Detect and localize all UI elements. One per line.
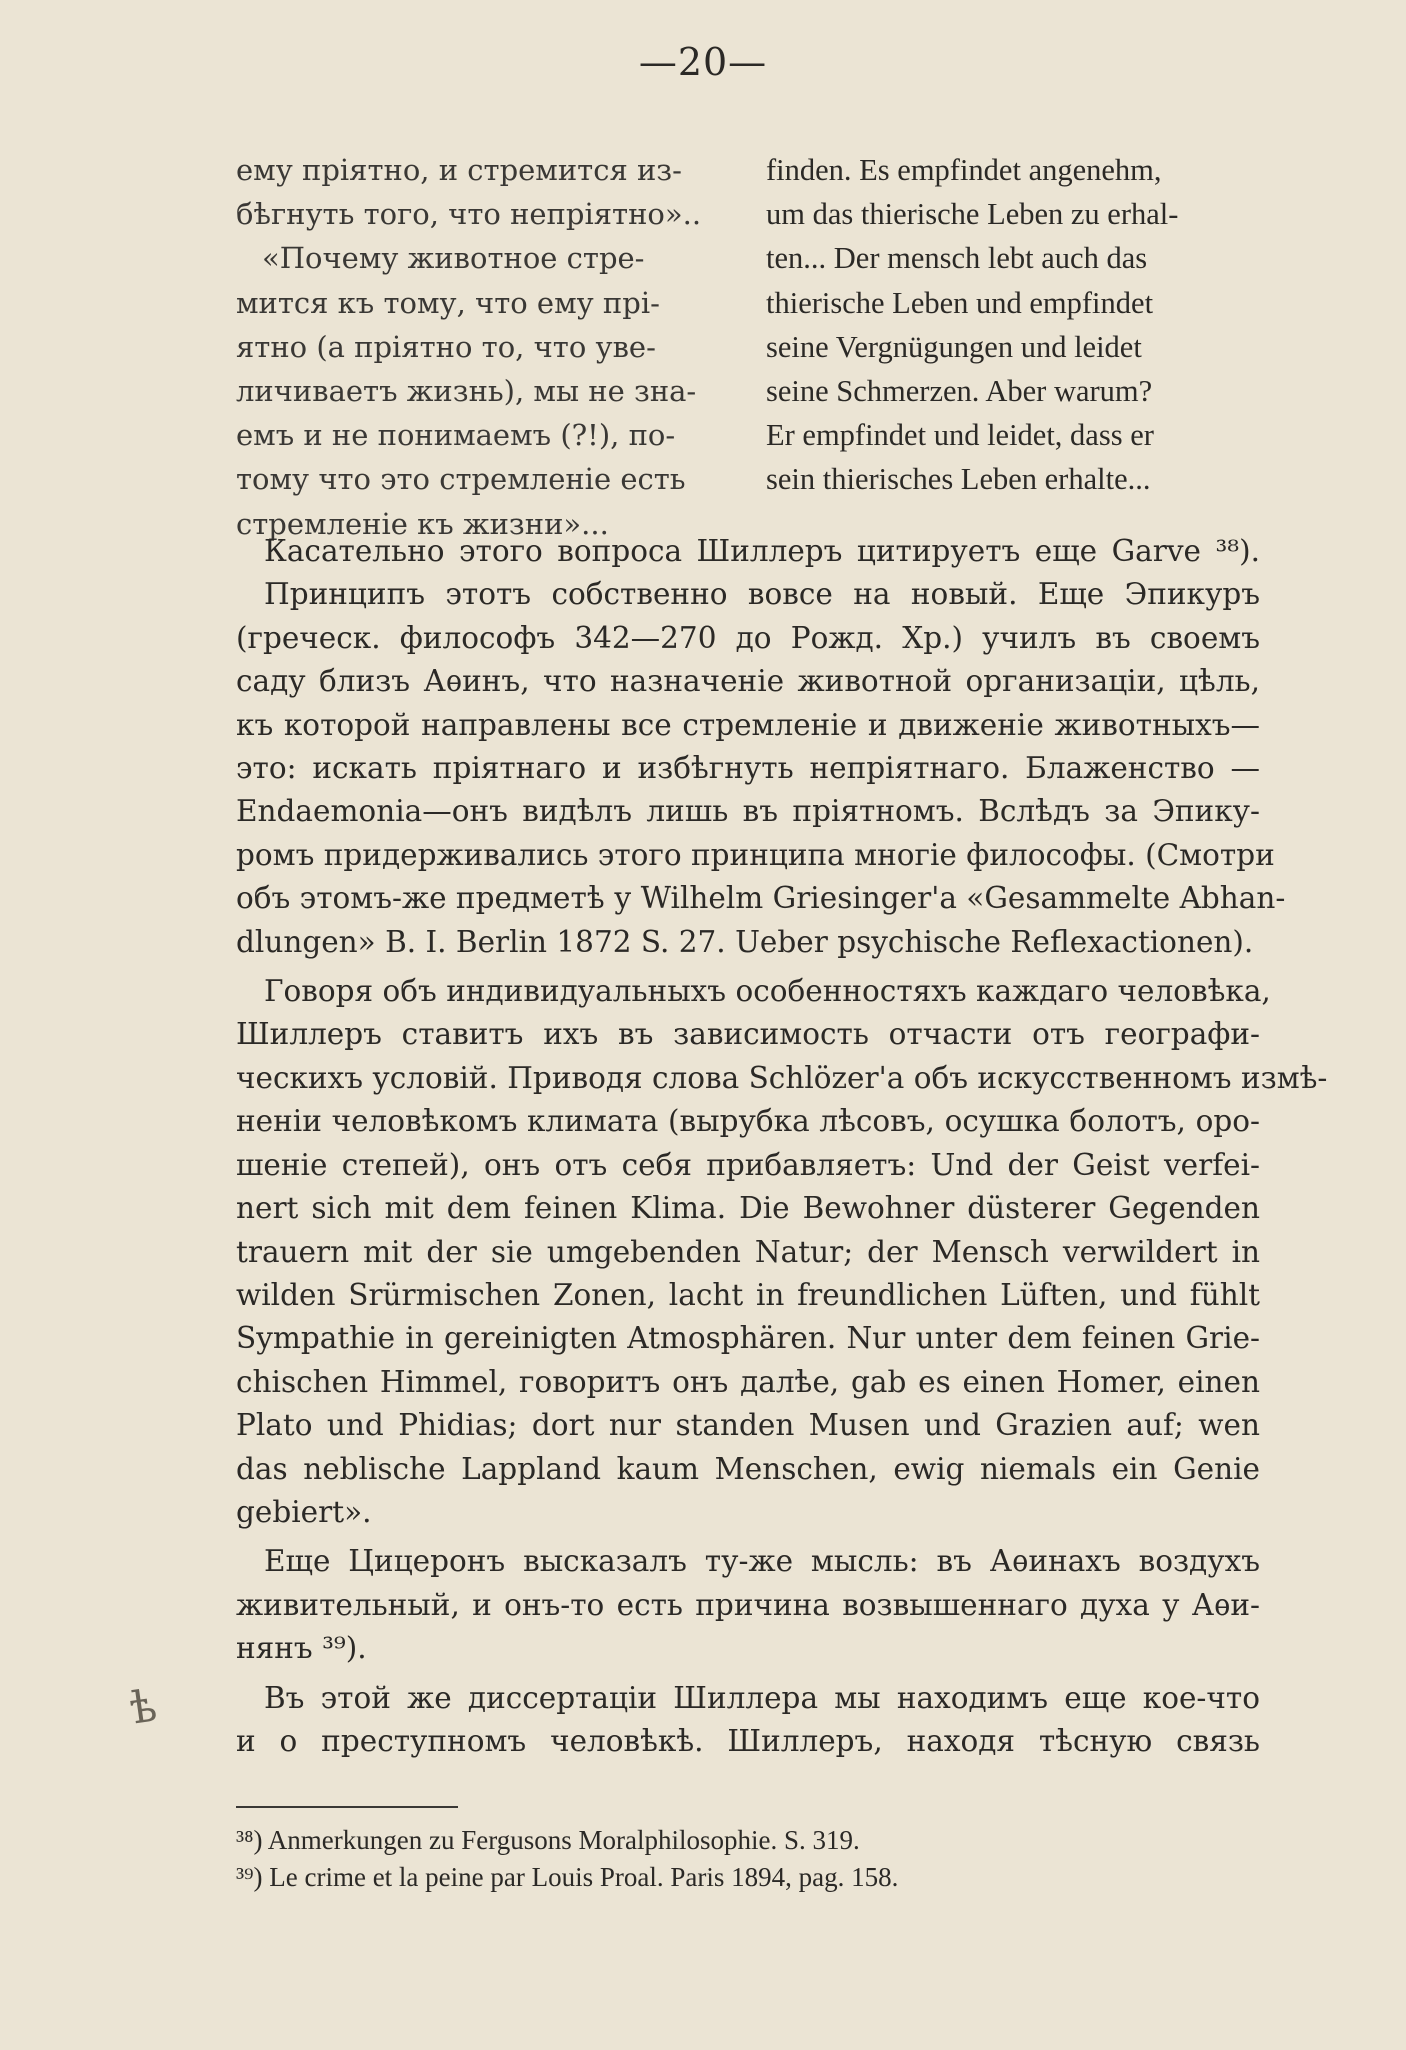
text-line: chischen Himmel, говоритъ онъ далѣе, gab es einen Homer, einen xyxy=(236,1364,1260,1399)
text-line: Шиллеръ ставитъ ихъ въ зависимость отчасти отъ географи- xyxy=(236,1017,1260,1052)
left-column-russian xyxy=(236,148,710,546)
text-line: das neblische Lappland kaum Menschen, ewig niemals ein Genie xyxy=(236,1451,1260,1486)
right-column-line: seine Schmerzen. Aber warum? xyxy=(766,374,1153,409)
right-column-line: seine Vergnügungen und leidet xyxy=(766,329,1142,364)
text-line: это: искать пріятнаго и избѣгнуть непріятнаго. Блаженство — xyxy=(236,751,1260,786)
text-line: Еще Цицеронъ высказалъ ту-же мысль: въ Аѳинахъ воздухъ xyxy=(264,1544,1260,1579)
right-column-line: um das thierische Leben zu erhal- xyxy=(766,197,1179,232)
text-line: и о преступномъ человѣкѣ. Шиллеръ, находя тѣсную связь xyxy=(236,1723,1260,1758)
left-column-line: тому что это стремленіе есть xyxy=(236,462,686,497)
left-column-line: мится къ тому, что ему прі- xyxy=(236,285,660,320)
text-line: живительный, и онъ-то есть причина возвышеннаго духа у Аѳи- xyxy=(236,1587,1260,1622)
footnote: ³⁸) Anmerkungen zu Fergusons Moralphilosophie. S. 319. xyxy=(236,1825,860,1855)
text-line: къ которой направлены все стремленіе и движеніе животныхъ— xyxy=(236,707,1260,742)
text-line: ческихъ условій. Приводя слова Schlözer'а объ искусственномъ измѣ- xyxy=(236,1060,1328,1095)
text-line: gebiert». xyxy=(236,1494,372,1529)
paragraph xyxy=(236,1677,1260,1764)
right-column-line: sein thierisches Leben erhalte... xyxy=(766,462,1151,497)
left-column-line: ятно (а пріятно то, что уве- xyxy=(236,329,656,364)
footnotes xyxy=(236,1822,1236,1896)
text-line: ромъ придерживались этого принципа многіе философы. (Смотри xyxy=(236,837,1275,872)
text-line: dlungen» B. I. Berlin 1872 S. 27. Ueber psychische Reflexactionen). xyxy=(236,924,1254,959)
right-column-line: ten... Der mensch lebt auch das xyxy=(766,241,1148,276)
page-number: —20— xyxy=(638,40,768,84)
left-column-line: бѣгнуть того, что непріятно».. xyxy=(236,197,702,232)
text-line: шеніе степей), онъ отъ себя прибавляетъ: Und der Geist verfei- xyxy=(236,1147,1260,1182)
paragraph xyxy=(236,970,1328,1534)
text-line: (греческ. философъ 342—270 до Рожд. Хр.) училъ въ своемъ xyxy=(236,620,1260,655)
text-line: Въ этой же диссертаціи Шиллера мы находимъ еще кое-что xyxy=(264,1680,1260,1715)
left-column-line: личиваетъ жизнь), мы не зна- xyxy=(236,374,697,409)
text-line: Plato und Phidias; dort nur standen Musen und Grazien auf; wen xyxy=(236,1408,1260,1443)
paragraph xyxy=(236,1540,1260,1670)
left-column-line: стремленіе къ жизни»... xyxy=(236,506,609,541)
text-line: nert sich mit dem feinen Klima. Die Bewohner düsterer Gegenden xyxy=(236,1191,1260,1226)
text-line: wilden Srürmischen Zonen, lacht in freundlichen Lüften, und fühlt xyxy=(236,1277,1260,1312)
margin-pencil-mark: ѣ xyxy=(126,1680,160,1735)
paragraph xyxy=(236,530,1286,964)
footnote-divider xyxy=(236,1806,458,1808)
right-column-line: Er empfindet und leidet, dass er xyxy=(766,418,1154,453)
left-column-line: емъ и не понимаемъ (?!), по- xyxy=(236,418,676,453)
right-column-line: thierische Leben und empfindet xyxy=(766,285,1154,320)
text-line: trauern mit der sie umgebenden Natur; der Mensch verwildert in xyxy=(236,1234,1260,1269)
footnote: ³⁹) Le crime et la peine par Louis Proal. Paris 1894, pag. 158. xyxy=(236,1862,899,1892)
text-line: саду близъ Аѳинъ, что назначеніе животной организаціи, цѣль, xyxy=(236,664,1260,699)
text-line: объ этомъ-же предметѣ у Wilhelm Griesinger'а «Gesammelte Abhan- xyxy=(236,881,1286,916)
body-text xyxy=(236,530,1328,1763)
text-line: Говоря объ индивидуальныхъ особенностяхъ каждаго человѣка, xyxy=(264,974,1271,1009)
left-column-line: «Почему животное стре- xyxy=(262,241,645,276)
right-column-german xyxy=(766,148,1258,546)
text-line: Sympathie in gereinigten Atmosphären. Nur unter dem feinen Grie- xyxy=(236,1321,1260,1356)
text-line: Принципъ этотъ собственно вовсе на новый. Еще Эпикуръ xyxy=(264,577,1260,612)
text-line: Endaemonia—онъ видѣлъ лишь въ пріятномъ. Вслѣдъ за Эпику- xyxy=(236,794,1260,829)
text-line: неніи человѣкомъ климата (вырубка лѣсовъ, осушка болотъ, оро- xyxy=(236,1104,1260,1139)
text-line: нянъ ³⁹). xyxy=(236,1631,367,1666)
two-column-quote xyxy=(236,148,1258,546)
text-line: Касательно этого вопроса Шиллеръ цитируетъ еще Garve ³⁸). xyxy=(264,534,1260,568)
left-column-line: ему пріятно, и стремится из- xyxy=(236,153,682,187)
right-column-line: finden. Es empfindet angenehm, xyxy=(766,153,1162,187)
